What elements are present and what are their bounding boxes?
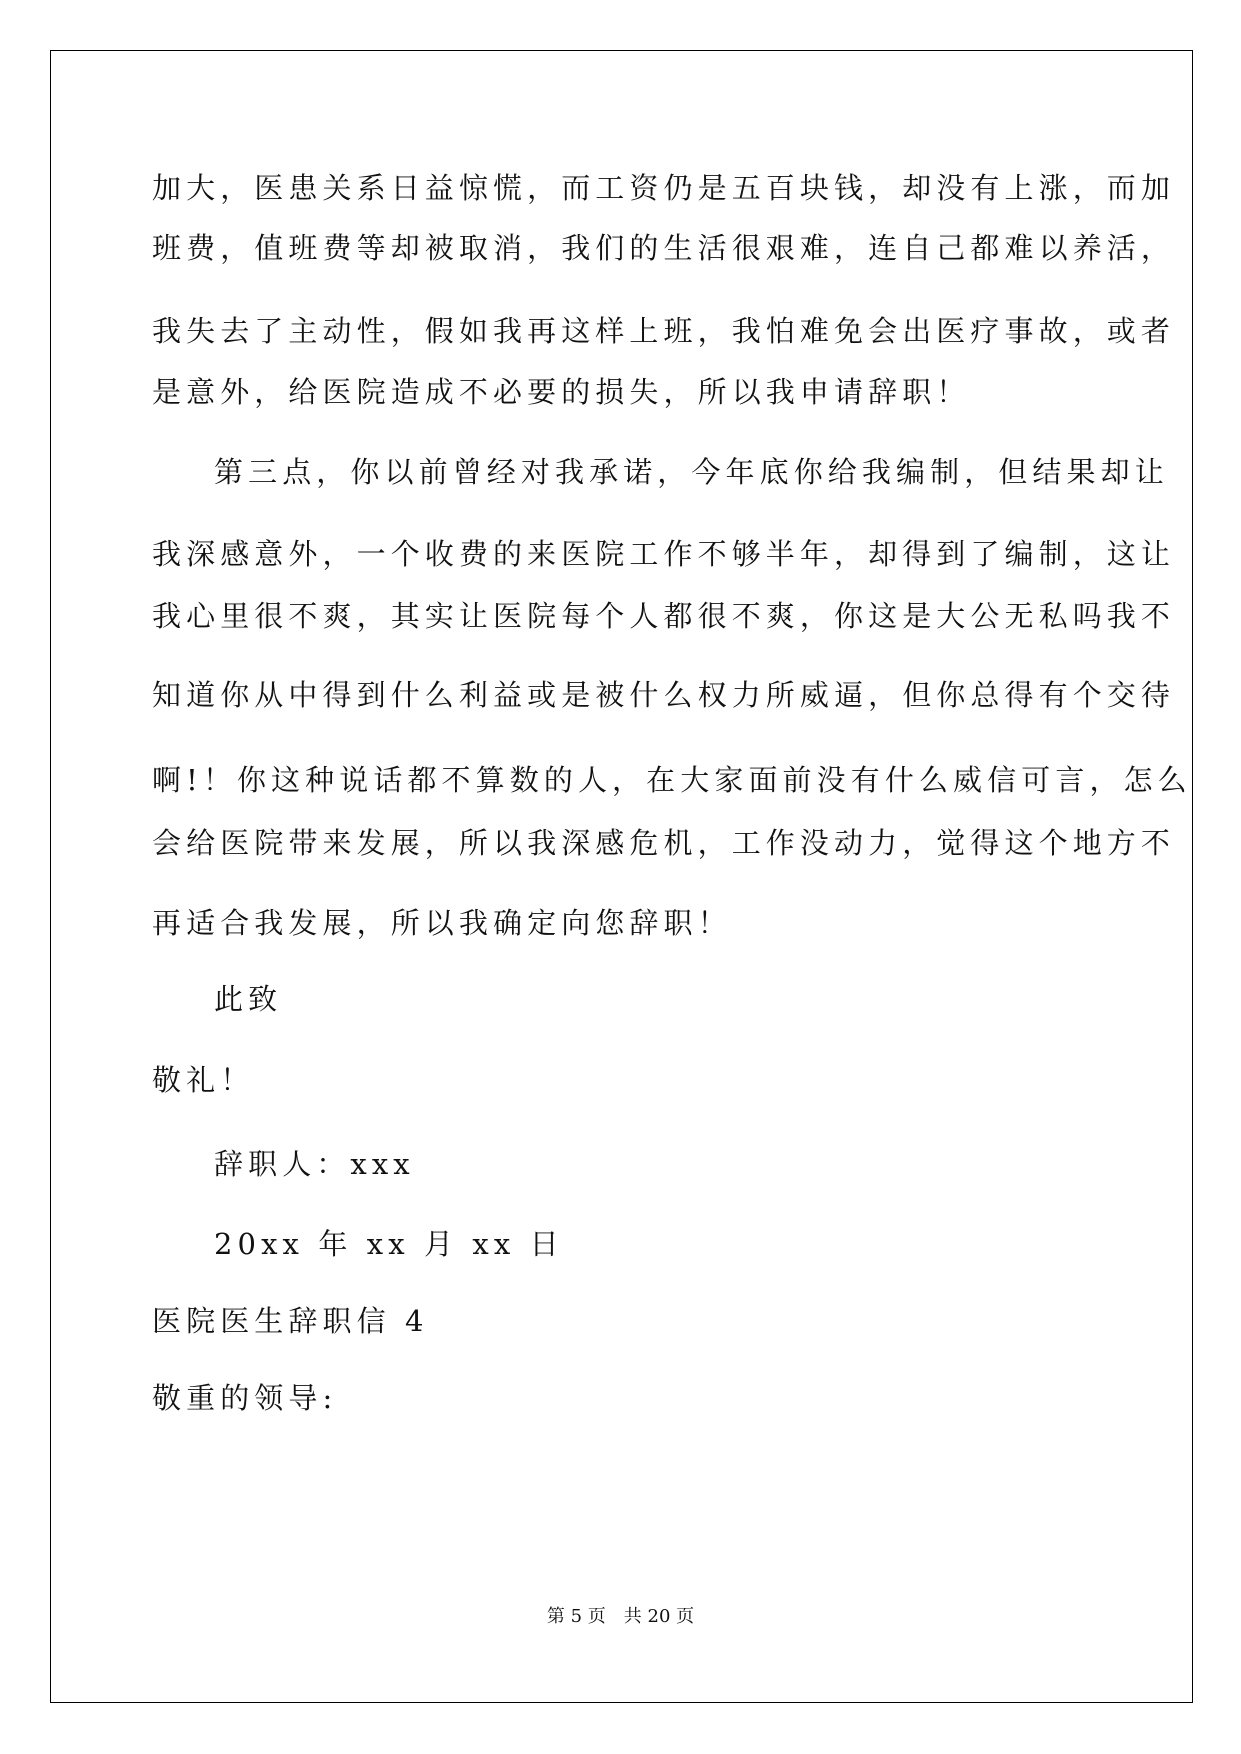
page-number: 第 5 页 [546,1606,606,1627]
paragraph-line: 再适合我发展，所以我确定向您辞职！ [152,906,732,940]
closing-salutation: 此致 [214,982,283,1016]
paragraph-line: 我失去了主动性，假如我再这样上班，我怕难免会出医疗事故，或者 [152,314,1176,348]
paragraph-line: 我心里很不爽，其实让医院每个人都很不爽，你这是大公无私吗我不 [152,599,1176,633]
page-border [50,50,1193,1703]
page-footer [0,1605,1241,1629]
page-total: 共 20 页 [623,1606,695,1627]
paragraph-line: 班费，值班费等却被取消，我们的生活很艰难，连自己都难以养活， [152,231,1176,265]
paragraph-line: 知道你从中得到什么利益或是被什么权力所威逼，但你总得有个交待 [152,678,1176,712]
paragraph-line: 第三点，你以前曾经对我承诺，今年底你给我编制，但结果却让 [214,455,1169,489]
closing-regards: 敬礼！ [152,1063,255,1097]
paragraph-line: 会给医院带来发展，所以我深感危机，工作没动力，觉得这个地方不 [152,826,1176,860]
paragraph-line: 加大，医患关系日益惊慌，而工资仍是五百块钱，却没有上涨，而加 [152,171,1176,205]
section-heading: 医院医生辞职信 4 [152,1304,429,1338]
paragraph-line: 啊!！你这种说话都不算数的人，在大家面前没有什么威信可言，怎么 [152,763,1192,797]
signature-name: 辞职人：xxx [214,1147,415,1181]
letter-greeting: 敬重的领导: [152,1381,338,1415]
signature-date: 20xx 年 xx 月 xx 日 [214,1227,564,1261]
paragraph-line: 是意外，给医院造成不必要的损失，所以我申请辞职！ [152,375,971,409]
paragraph-line: 我深感意外，一个收费的来医院工作不够半年，却得到了编制，这让 [152,537,1176,571]
